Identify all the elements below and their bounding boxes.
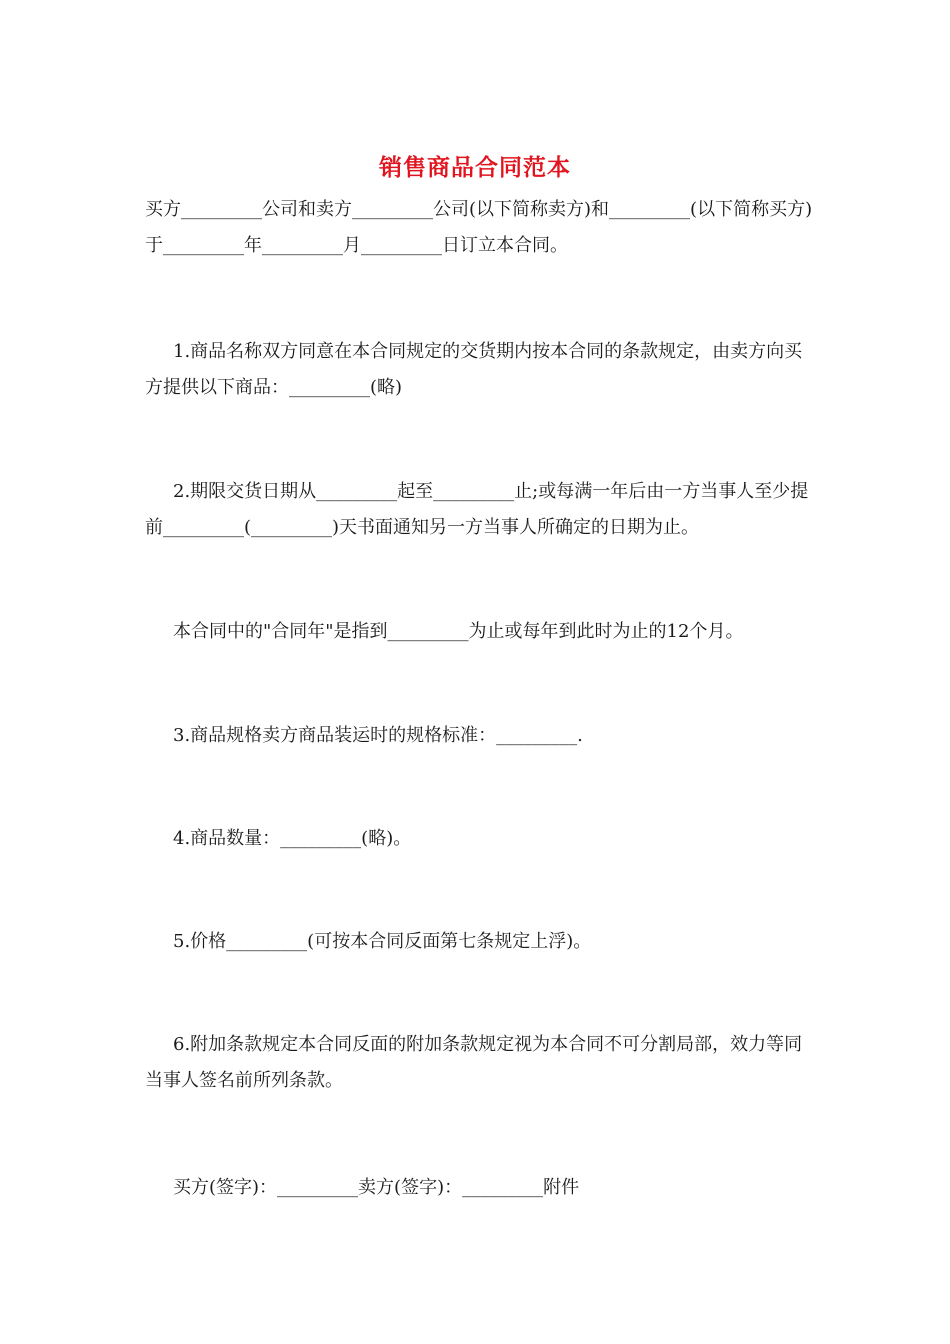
clause-6-text: 6.附加条款规定本合同反面的附加条款规定视为本合同不可分割局部，效力等同当事人签名前所列条款。 [145,1034,803,1091]
clause-5-text: 5.价格_________(可按本合同反面第七条规定上浮)。 [173,931,592,952]
clause-3-paragraph [145,718,815,754]
clause-1-paragraph [145,334,815,406]
clause-6-paragraph [145,1027,815,1099]
contract-year-text: 本合同中的"合同年"是指到_________为止或每年到此时为止的12个月。 [173,621,744,642]
clause-1-text: 1.商品名称双方同意在本合同规定的交货期内按本合同的条款规定，由卖方向买方提供以下商品：_________(略) [145,341,803,398]
clause-2-paragraph [145,474,815,546]
clause-5-paragraph [145,924,815,960]
clause-4-text: 4.商品数量：_________(略)。 [173,828,412,849]
intro-text: 买方_________公司和卖方_________公司(以下简称卖方)和_________(以下简称买方)于_________年_________月_________日订立本合同。 [145,199,813,256]
clause-4-paragraph [145,821,815,857]
clause-3-text: 3.商品规格卖方商品装运时的规格标准：_________. [173,725,583,746]
contract-year-paragraph [145,614,815,650]
signature-text: 买方(签字)：_________卖方(签字)：_________附件 [173,1177,580,1198]
signature-line [145,1170,815,1206]
intro-paragraph [145,192,815,264]
clause-2-text: 2.期限交货日期从_________起至_________止;或每满一年后由一方当事人至少提前_________(_________)天书面通知另一方当事人所确定的日期为止。 [145,481,809,538]
document-title: 销售商品合同范本 [379,154,571,181]
